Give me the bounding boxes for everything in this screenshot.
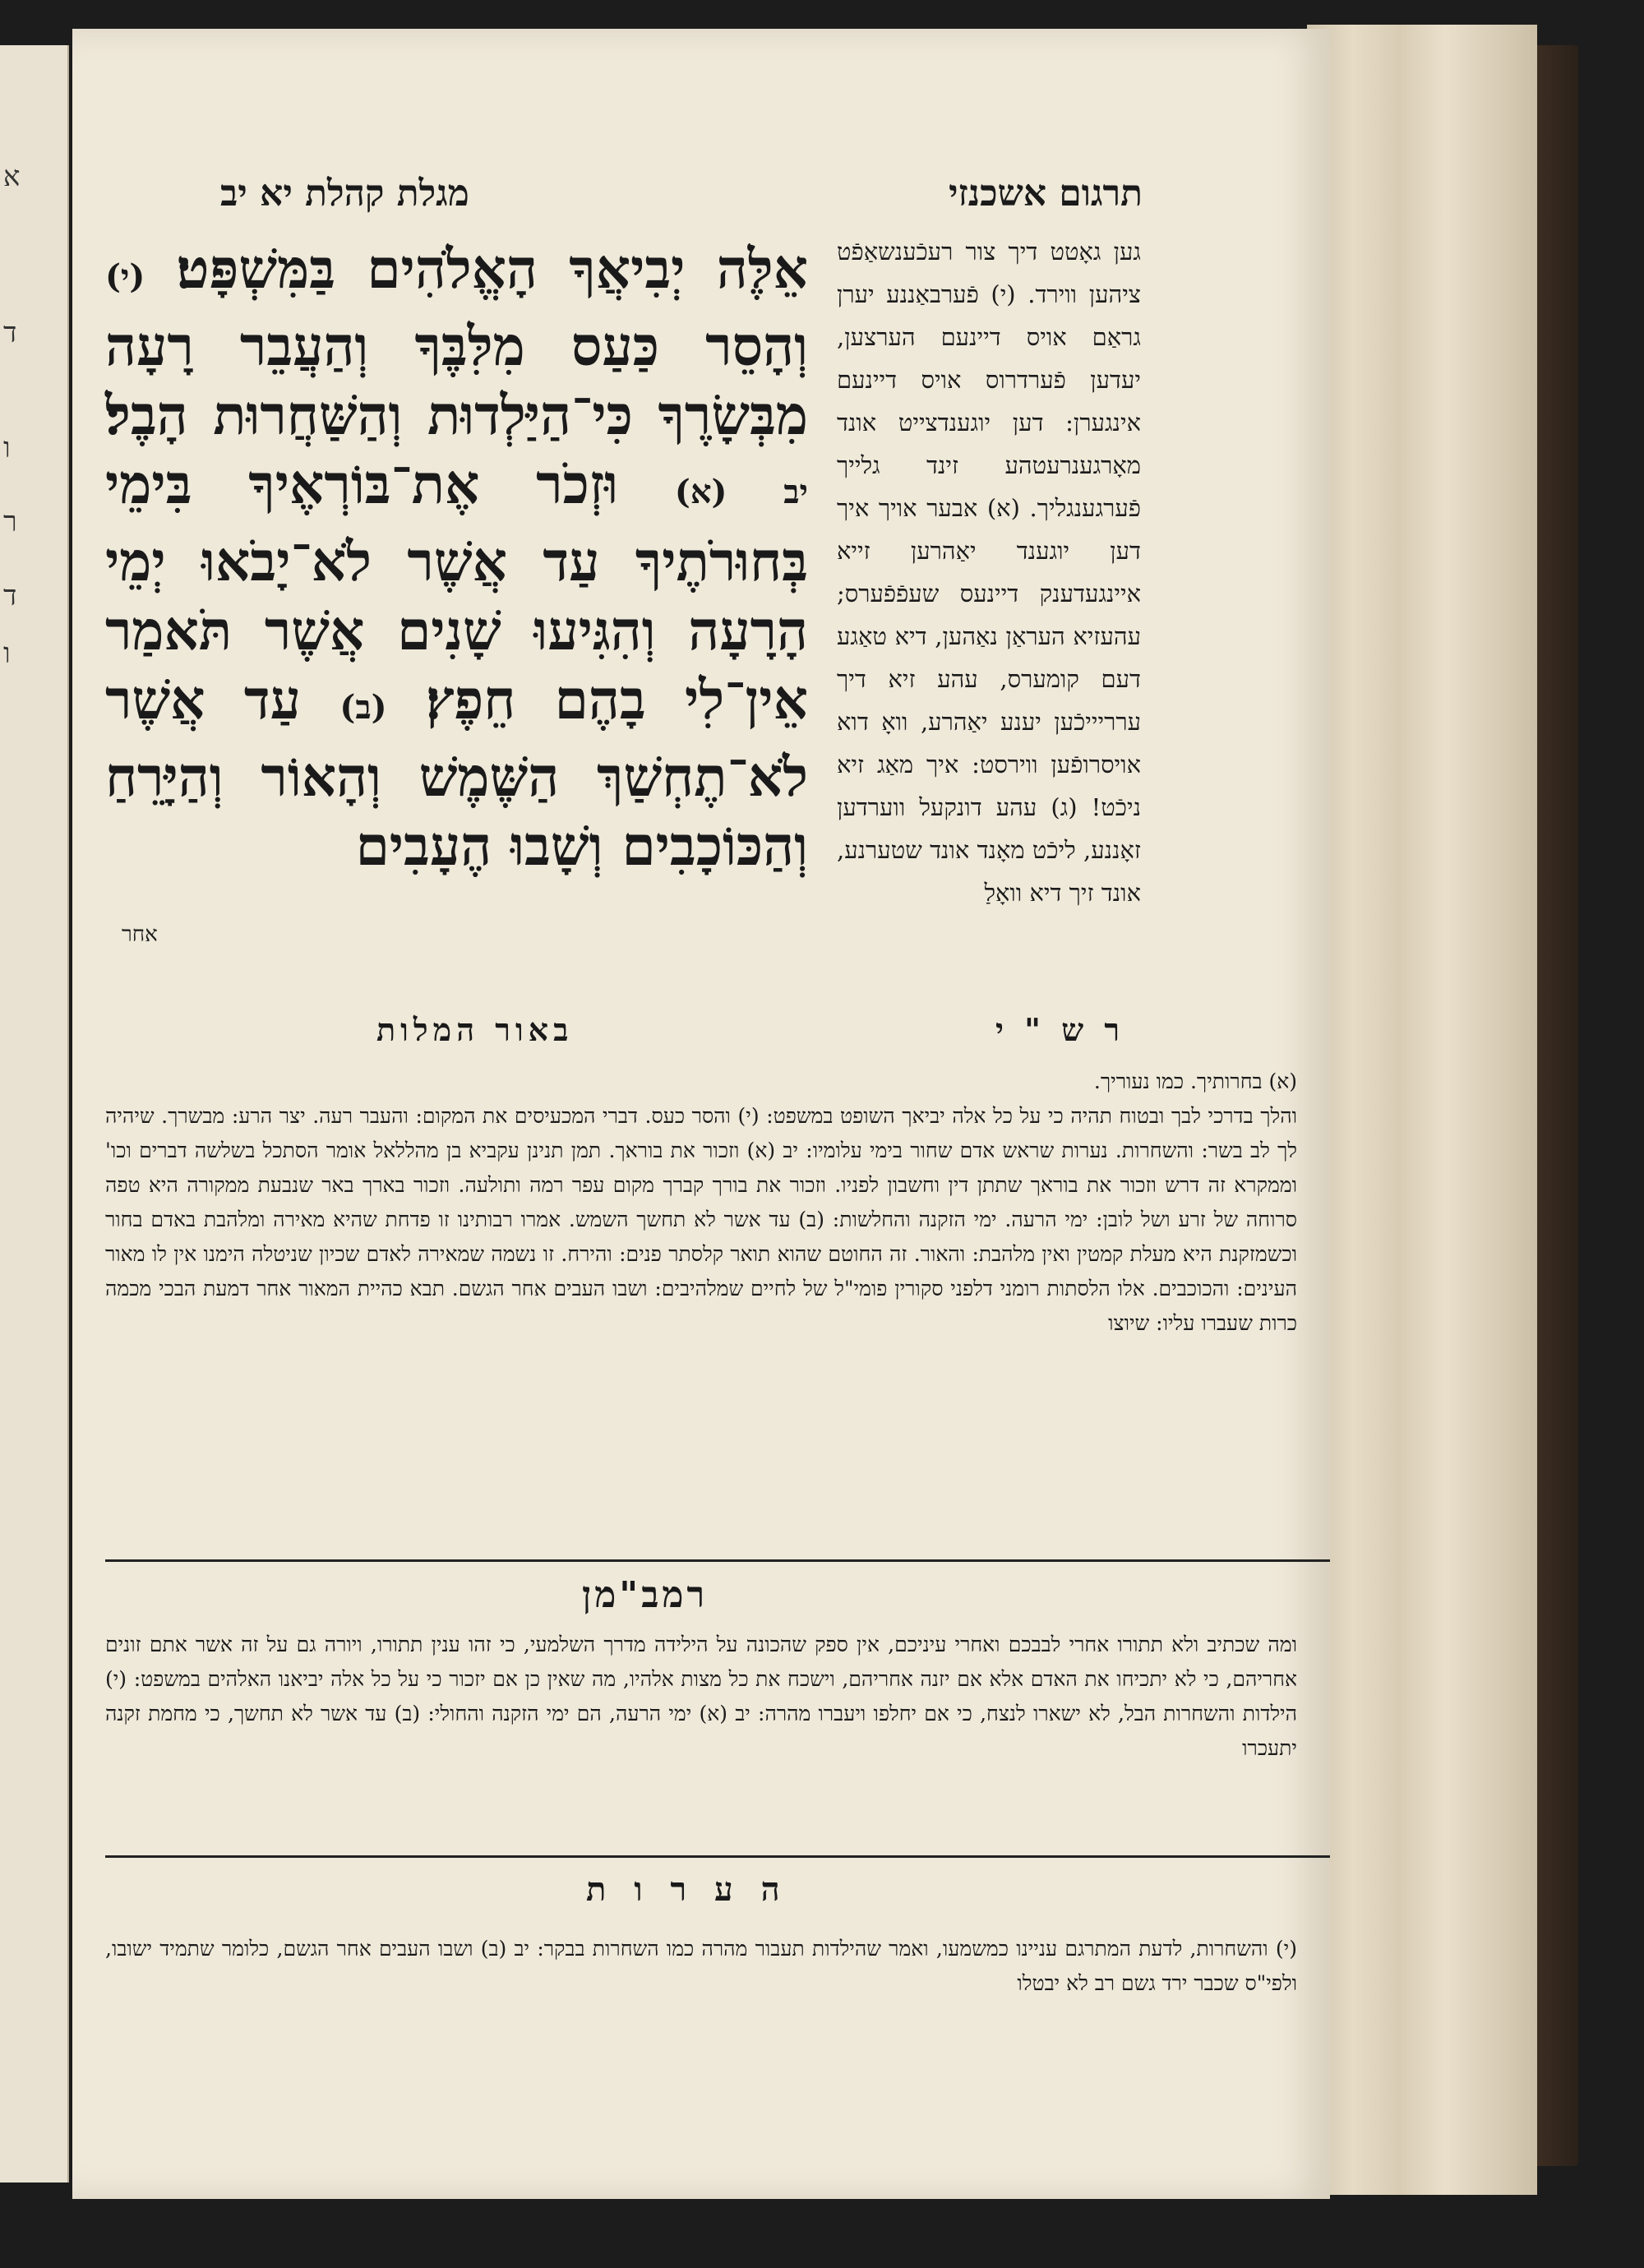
verse-12-2: עַד אֲשֶׁר לֹא־תֶחְשַׁךְ הַשֶּׁמֶשׁ וְהָאוֹר וְהַיָּרֵחַ וְהַכּוֹכָבִים וְשָׁבוּ הֶעָבִים — [105, 667, 808, 878]
verse-number: (א) — [674, 473, 727, 511]
targum-column: גען גאָטט דיך צור רעכֿענשאַפֿט ציהען ווירד. (י) פֿערבאַננע יערן גראַם אויס דיינעם הערצען, יעדען פֿערדרוס אויס דיינעם אינגערן: דען יוגענדצייט אונד מאָרגענרעטהע זינד גלייך פֿערגענגליך. (א) אבער אויך איך דען יוגענד יאַהרען זייא איינגעדענק דיינעס שעפֿפֿערס; עהעזיא העראַן נאַהען, דיא טאַגע דעם קומערס, עהע זיא דיך ערריייכֿען יענע יאַהרע, וואָ דוא אויסרופֿען ווירסט: איך מאַג זיא ניכֿט! (ג) עהע דונקעל ווערדען זאָננע, ליכֿט מאָנד אונד שטערנע, אונד זיך דיא וואָלַ — [837, 238, 1141, 907]
biur-heading: באור המלות — [376, 1011, 574, 1048]
page-content — [72, 29, 1330, 2199]
left-page-fragment: ר — [3, 506, 17, 538]
verse-12-1: וּזְכֹר אֶת־בּוֹרְאֶיךָ בִּימֵי בְּחוּרֹתֶיךָ עַד אֲשֶׁר לֹא־יָבֹאוּ יְמֵי הָרָעָה וְהִגִּיעוּ שָׁנִים אֲשֶׁר תֹּאמַר אֵין־לִי בָהֶם חֵפֶץ׃ — [105, 452, 808, 732]
notes-text: (י) והשחרות, לדעת המתרגם עניינו כמשמעו, ואמר שהילדות תעבור מהרה כמו השחרות בבקר: יב (ב) ושבו העבים אחר הגשם, כלומר שתמיד ישובו, ולפי"ס שכבר ירד גשם רב לא יבטלו — [105, 1937, 1297, 1995]
verse-number: (י) — [105, 257, 145, 296]
ramban-commentary: ומה שכתיב ולא תתורו אחרי לבבכם ואחרי עיניכם, אין ספק שהכונה על הילידה מדרך השלמעי, כי זהו ענין תתורו, ויורה גם על זה אשר אתם זונים אחריהם, כי לא יתכיחו את האדם אלא אם יזנה אחריהם, וישכח את כל מצות אלהיו, מה שאין כן אם יזכור כי על כל אלה יביאנו האלהים במשפט: (י) הילדות והשחרות הבל, לא ישארו לנצח, כי אם יחלפו ויעברו מהרה: יב (א) ימי הרעה, הם ימי הזקנה והחולי: (ב) עד אשר לא תחשך, כי מחמת זקנה יתעכרו — [105, 1633, 1297, 1760]
rashi-commentary — [105, 1065, 1297, 1341]
verse-9-end: אֵלֶּה יְבִיאֲךָ הָאֱלֹהִים בַּמִּשְׁפָּט׃ — [176, 237, 808, 301]
chapter-number: יב — [783, 473, 808, 511]
catchword: אחר — [122, 922, 158, 947]
page-edges — [1307, 25, 1537, 2195]
verse-10: וְהָסֵר כַּעַס מִלִּבֶּךָ וְהַעֲבֵר רָעָה מִבְּשָׂרֶךָ כִּי־הַיַּלְדוּת וְהַשַּׁחֲרוּת הָבֶל׃ — [105, 314, 808, 447]
notes-heading: ה ע ר ו ת — [586, 1870, 788, 1909]
left-page-edge — [0, 45, 69, 2183]
left-page-fragment: ד — [3, 580, 17, 612]
ramban-heading: רמב"מן — [582, 1574, 709, 1616]
book-page — [72, 29, 1330, 2199]
verse-number: (ב) — [339, 688, 387, 727]
left-page-fragment: א — [3, 160, 21, 193]
running-header-left: מגלת קהלת יא יב — [220, 173, 469, 215]
left-page-fragment: ו — [3, 432, 11, 464]
biur-text: (א) בחרותיך. כמו נעוריך. — [1093, 1069, 1297, 1093]
left-page-fragment: ד — [3, 316, 17, 349]
section-divider — [105, 1855, 1330, 1858]
scripture-text — [105, 234, 808, 947]
section-divider — [105, 1559, 1330, 1562]
left-page-fragment: ו — [3, 637, 11, 670]
running-header-right: תרגום אשכנזי — [948, 173, 1143, 215]
rashi-heading: ר ש " י — [995, 1011, 1124, 1048]
rashi-text: והלך בדרכי לבך ובטוח תהיה כי על כל אלה יביאך השופט במשפט: (י) והסר כעס. דברי המכעיסים את המקום: והעבר רעה. יצר הרע: מבשרך. שיהיה לך לב בשר: והשחרות. נערות שראש אדם שחור בימי עלומיו: יב (א) וזכור את בוראך. תמן תנינן עקביא בן מהללאל אומר הסתכל בשלשה דברים וכו' וממקרא זה דרש וזכור את בוראך שתתן דין וחשבון לפניו. וזכור את בורך קברך מקום עפר רמה ותולעה. וזכור בארך באר שנבעת ממקורה היא טפה סרוחה של זרע ושל לובן: ימי הרעה. ימי הזקנה והחלשות: (ב) עד אשר לא תחשך השמש. אמרו רבותינו זו פדחת שהיא מאירה ומלהבת באדם בחור וכשמזקנת היא מעלת קמטין ואין מלהבת: והאור. זה החוטם שהוא תואר קלסתר פנים: והירח. זו נשמה שמאירה לאדם שכיון שניטלה הימנו אין לו מאור העינים: והכוכבים. אלו הלסתות רומני דלפני סקורין פומי"ל של לחיים שמלהיבים: ושבו העבים אחר הגשם. תבא כהיית המאור אחר דמעת הבכי מכמה כרות שעברו עליו: שיוצו — [105, 1104, 1297, 1335]
